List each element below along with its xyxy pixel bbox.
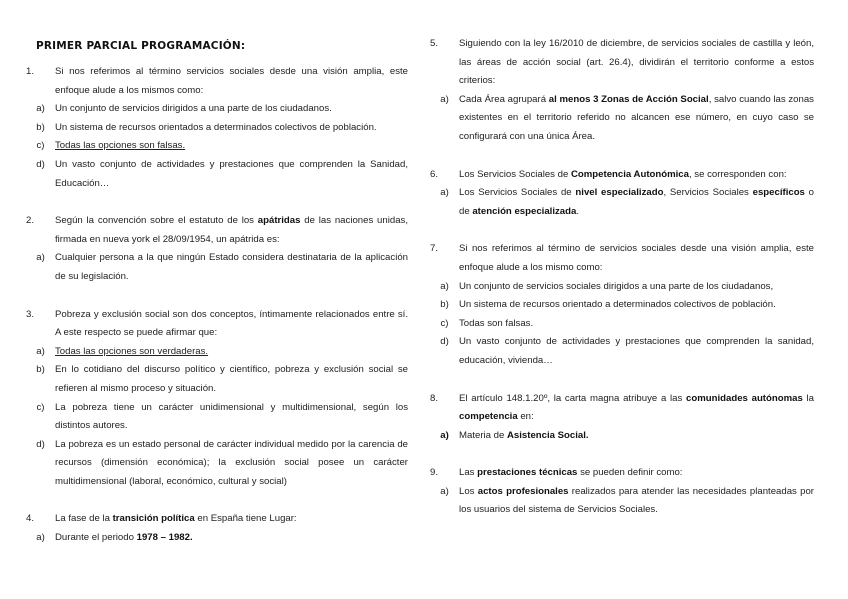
option-letter: a) (36, 252, 45, 264)
option-a (26, 249, 408, 286)
question-3 (26, 306, 408, 492)
option-text: Un vasto conjunto de actividades y prestaciones que comprenden la sanidad, educación, vivienda… (459, 336, 814, 366)
option-a (430, 91, 814, 147)
option-text: En lo cotidiano del discurso político y científico, pobreza y exclusión social se refieren al mismo proceso y situación. (55, 364, 408, 394)
option-d (26, 156, 408, 193)
right-column (430, 35, 814, 520)
option-text: Cada Área agrupará al menos 3 Zonas de Acción Social, salvo cuando las zonas existentes en el territorio referido no alcancen ese número, en cuyo caso se configurará con una única Área. (459, 93, 814, 142)
question-number: 1. (26, 66, 35, 77)
highlight: actos profesionales (477, 485, 569, 497)
option-letter: b) (36, 364, 45, 376)
highlight: 1978 – 1982. (136, 532, 193, 544)
option-text: Materia de Asistencia Social. (459, 429, 589, 441)
option-a (430, 278, 814, 297)
option-a (26, 100, 408, 119)
option-a (430, 184, 814, 221)
option-text: Los actos profesionales realizados para atender las necesidades planteadas por los usuarios del sistema de Servicios Sociales. (459, 485, 814, 516)
option-text-underlined: Todas las opciones son falsas. (55, 140, 186, 152)
highlight: competencia (459, 411, 518, 423)
question-9 (430, 464, 814, 520)
question-text: Pobreza y exclusión social son dos conceptos, íntimamente relacionados entre sí. A este respecto se puede afirmar que: (55, 308, 408, 339)
highlight: Asistencia Social. (507, 429, 589, 441)
option-text: Todas son falsas. (459, 317, 534, 329)
option-letter: a) (36, 103, 45, 115)
highlight: al menos 3 Zonas de Acción Social (548, 93, 709, 105)
question-1 (26, 63, 408, 193)
highlight: nivel especializado (575, 187, 664, 199)
option-a (430, 427, 814, 446)
highlight: atención especializada (472, 205, 577, 217)
option-letter: c) (36, 401, 45, 413)
question-number: 2. (26, 215, 35, 227)
question-number: 8. (430, 392, 439, 404)
document-title: PRIMER PARCIAL PROGRAMACIÓN: (36, 40, 246, 52)
question-8 (430, 390, 814, 446)
option-letter: d) (36, 158, 45, 170)
option-letter: b) (440, 299, 449, 311)
option-d (430, 333, 814, 370)
question-2 (26, 212, 408, 286)
option-text: La pobreza es un estado personal de carácter individual medido por la carencia de recursos (dimensión económica); la exclusión social posee un carácter multidimensional (laboral, económico, cultural y social) (55, 438, 408, 487)
question-text: Si nos referimos al término servicios sociales desde una visión amplia, este enfoque alude a los mismos como: (55, 66, 408, 96)
option-letter: c) (36, 140, 45, 152)
option-d (26, 436, 408, 492)
option-c (26, 399, 408, 436)
option-text: Un conjunto de servicios dirigidos a una parte de los ciudadanos. (55, 103, 332, 115)
highlight: apátridas (257, 215, 301, 227)
option-text: La pobreza tiene un carácter unidimensional y multidimensional, según los distintos autores. (55, 401, 408, 432)
question-text: Las prestaciones técnicas se pueden definir como: (459, 467, 683, 479)
option-text: Un conjunto de servicios sociales dirigidos a una parte de los ciudadanos, (459, 280, 774, 292)
option-text: Un sistema de recursos orientado a determinados colectivos de población. (459, 299, 776, 311)
highlight: transición política (112, 513, 195, 525)
option-b (430, 296, 814, 315)
option-a-correct (26, 343, 408, 362)
option-letter: a) (36, 532, 45, 544)
question-number: 7. (430, 243, 439, 255)
question-5 (430, 35, 814, 147)
option-text: Un sistema de recursos orientados a determinados colectivos de población. (55, 121, 377, 133)
option-a (26, 529, 408, 548)
question-text: Si nos referimos al término de servicios sociales desde una visión amplia, este enfoque alude a los mismo como: (459, 243, 814, 273)
option-text: Un vasto conjunto de actividades y prestaciones que comprenden la Sanidad, Educación… (55, 158, 408, 189)
option-letter: a) (440, 429, 449, 441)
option-letter: a) (440, 93, 449, 105)
question-7 (430, 240, 814, 370)
option-letter: a) (440, 280, 449, 292)
question-number: 5. (430, 38, 439, 49)
question-text: El artículo 148.1.20º, la carta magna atribuye a las comunidades autónomas la competencia en: (459, 392, 815, 423)
highlight: Competencia Autonómica (570, 168, 689, 180)
question-text: Los Servicios Sociales de Competencia Autonómica, se corresponden con: (459, 168, 787, 180)
option-text-underlined: Todas las opciones son verdaderas. (55, 345, 209, 357)
option-text: Cualquier persona a la que ningún Estado considera destinataria de la aplicación de su legislación. (55, 252, 408, 282)
highlight: específicos (752, 187, 805, 199)
question-number: 6. (430, 168, 439, 180)
question-number: 9. (430, 467, 439, 479)
question-text: La fase de la transición política en España tiene Lugar: (55, 513, 297, 525)
question-number: 3. (26, 308, 35, 320)
option-c (430, 315, 814, 334)
question-number: 4. (26, 513, 35, 525)
option-b (26, 361, 408, 398)
option-b (26, 119, 408, 138)
option-letter: a) (36, 345, 45, 357)
question-text: Según la convención sobre el estatuto de los apátridas de las naciones unidas, firmada en nueva york el 28/09/1954, un apátrida es: (55, 215, 408, 245)
option-letter: b) (36, 121, 45, 133)
option-a (430, 483, 814, 520)
option-letter: c) (440, 317, 449, 329)
option-letter: d) (36, 438, 45, 450)
option-text: Durante el periodo 1978 – 1982. (55, 532, 193, 544)
option-text: Los Servicios Sociales de nivel especializado, Servicios Sociales específicos o de atención especializada. (459, 187, 814, 217)
highlight: prestaciones técnicas (477, 467, 578, 479)
question-text: Siguiendo con la ley 16/2010 de diciembre, de servicios sociales de castilla y león, las áreas de acción social (art. 26.4), dividirán el territorio conforme a estos criterios: (459, 38, 814, 87)
option-letter: d) (440, 336, 449, 348)
highlight: comunidades autónomas (686, 392, 803, 404)
question-6 (430, 166, 814, 222)
option-letter: a) (440, 187, 449, 199)
option-c-correct (26, 137, 408, 156)
question-4 (26, 510, 408, 547)
option-letter: a) (440, 485, 449, 497)
left-column (26, 63, 408, 548)
